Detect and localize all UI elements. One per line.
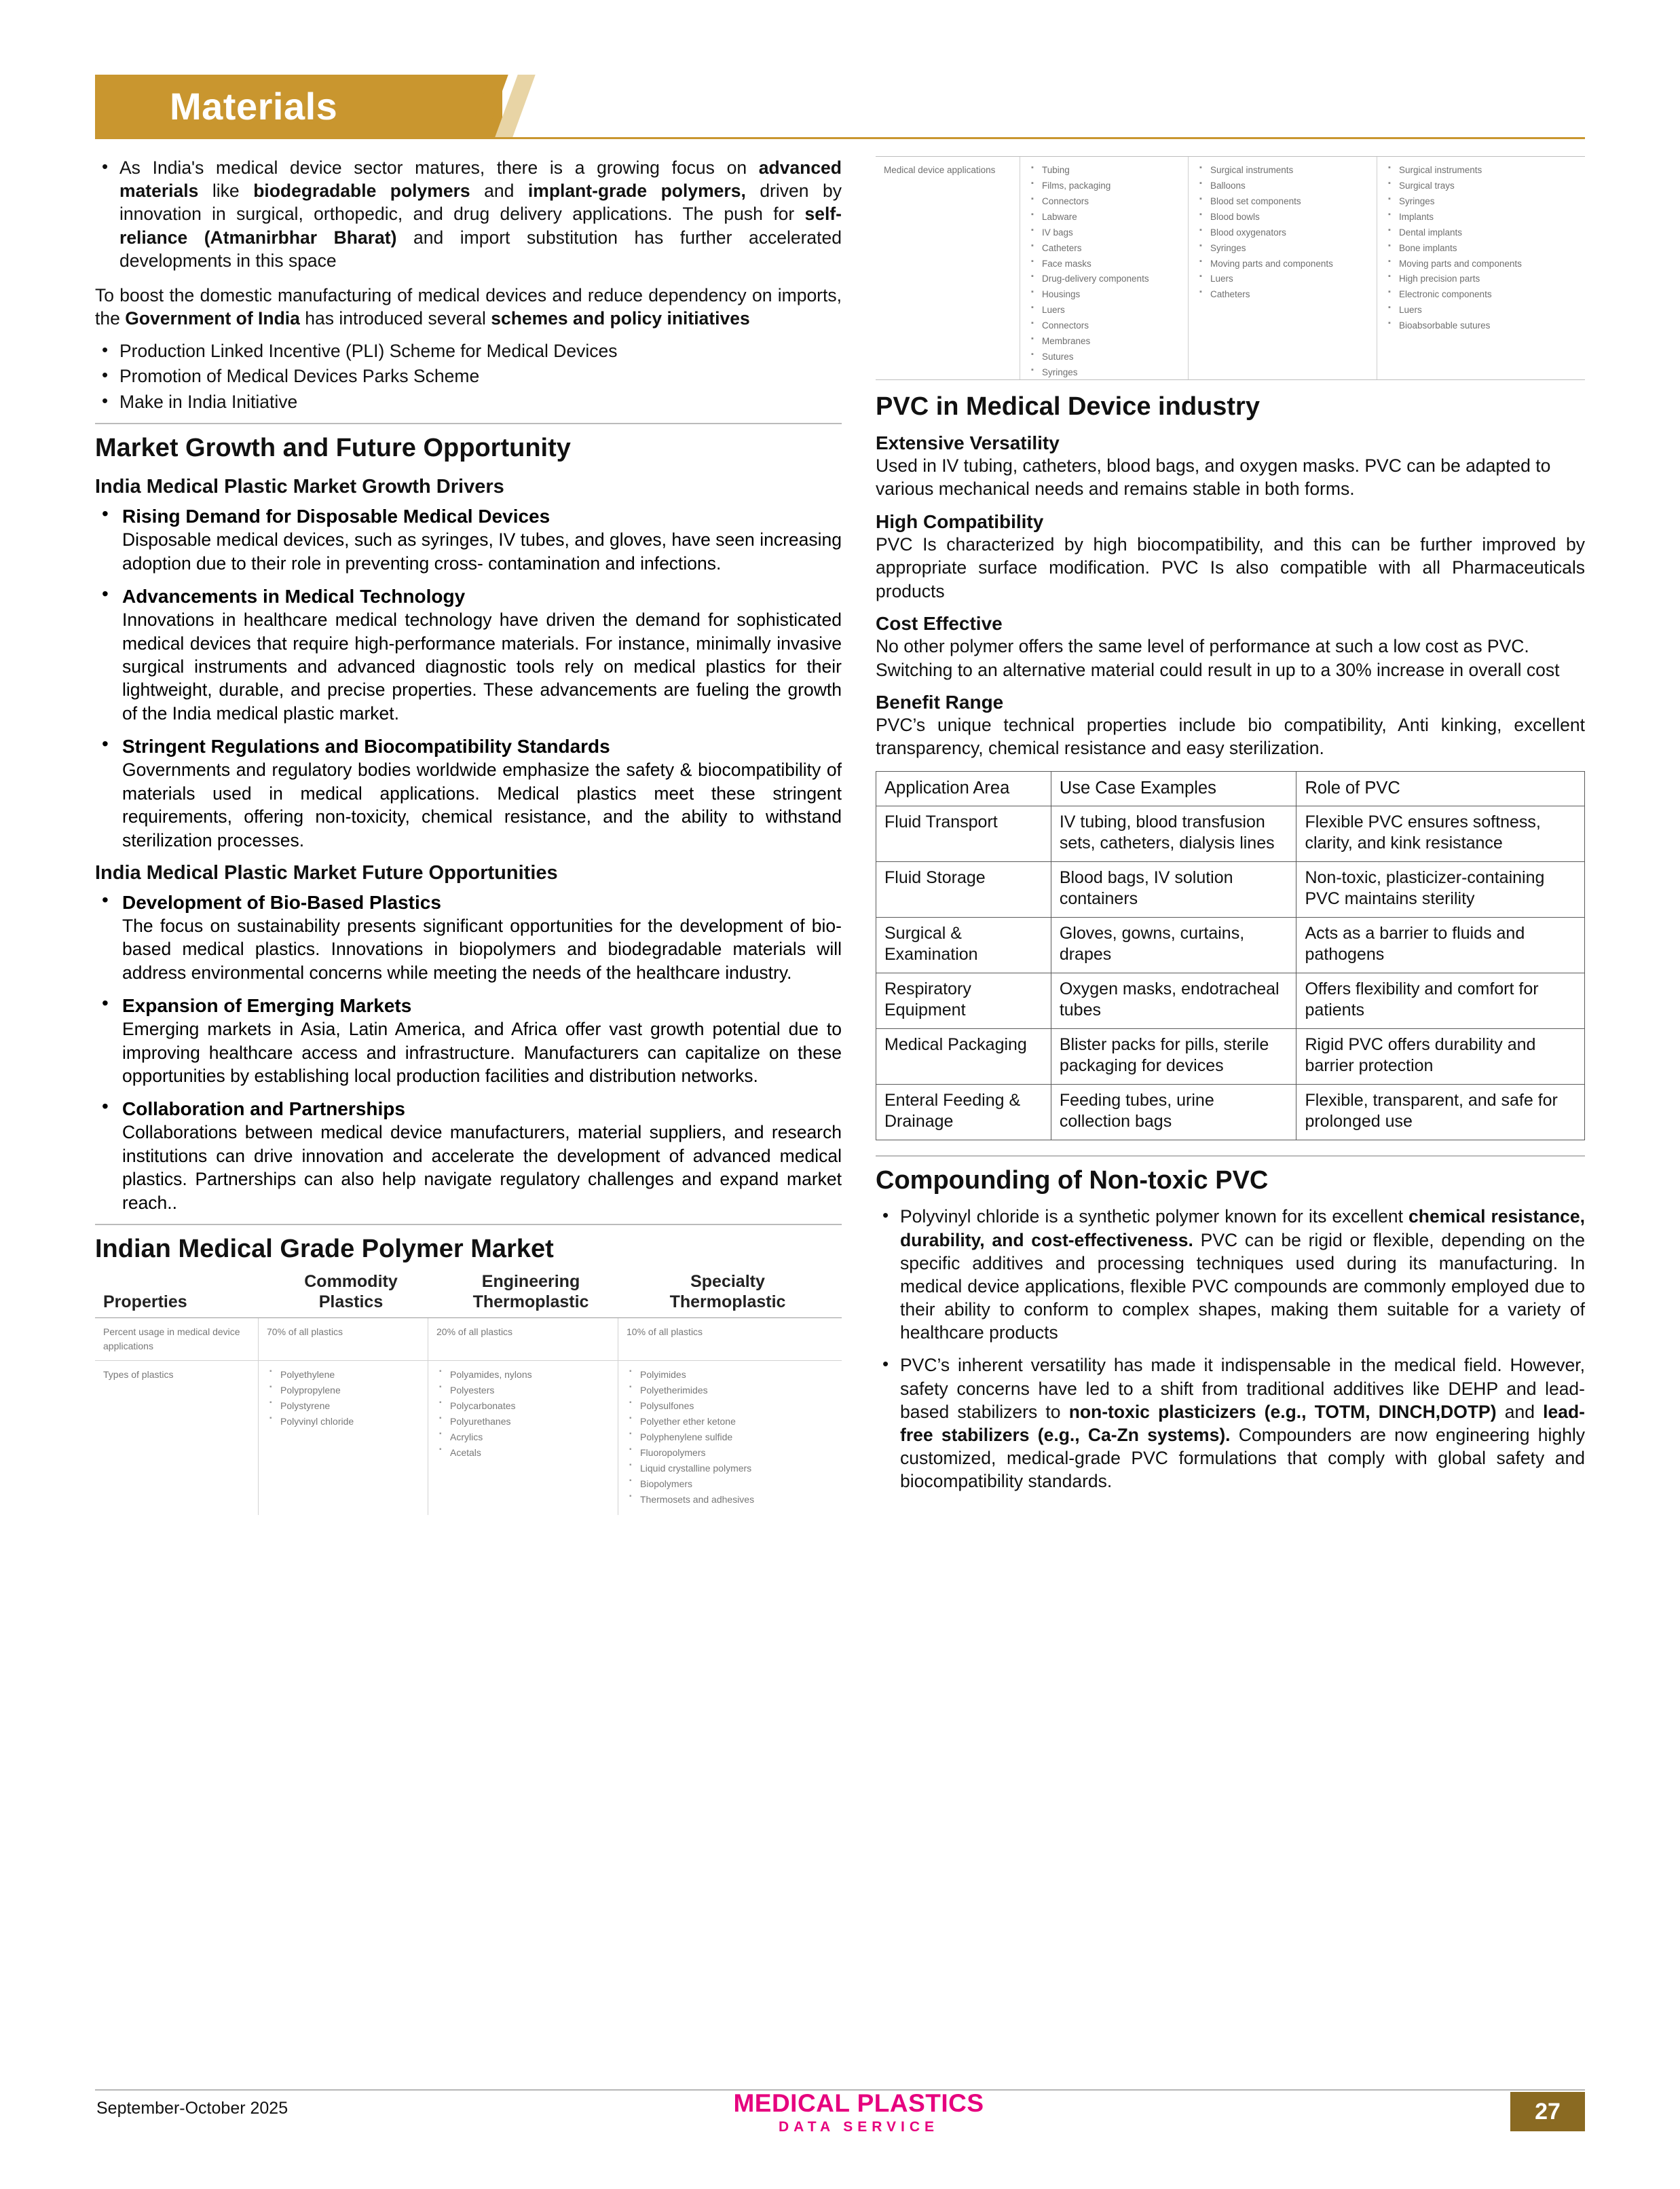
pvc-section-title: Benefit Range [876,691,1004,713]
list-item: ▪ Housings [1028,288,1182,302]
cell-use-case: IV tubing, blood transfusion sets, catheters, dialysis lines [1051,806,1296,861]
growth-driver-title: • Advancements in Medical Technology [122,586,466,607]
device-graphic-col-2 [1188,157,1377,379]
polymer-market-heading: Indian Medical Grade Polymer Market [95,1235,554,1264]
compounding-bold-3: lead-free stabilizers (e.g., Ca-Zn systems). [900,1401,1585,1445]
polymer-row-label: Percent usage in medical device applications [103,1326,240,1351]
gov-text-2: has introduced several [299,308,491,329]
list-item: ▪ Dental implants [1385,226,1580,240]
polymer-usage-engineering: 20% of all plastics [428,1318,618,1360]
growth-driver-text: Governments and regulatory bodies worldwide emphasize the safety & biocompatibility of materials used in medical applications. Medical plastics meet these stringent requirements, offering non-toxicity, chemical resistance, and the ability to withstand sterilization processes. [122,760,842,850]
compounding-text-1: Polyvinyl chloride is a synthetic polymer known for its excellent [900,1206,1409,1227]
scheme-bullet-3: • Make in India Initiative [95,390,842,413]
list-item: ▪ Electronic components [1385,288,1580,302]
cell-use-case: Gloves, gowns, curtains, drapes [1051,917,1296,973]
polymer-col-sub: Thermoplastic [472,1292,589,1311]
cell-use-case: Oxygen masks, endotracheal tubes [1051,973,1296,1028]
list-item: ▪ Luers [1197,272,1371,286]
polymer-types-engineering [428,1361,618,1515]
intro-text-5: and import substitution has further accelerated developments in this space [119,227,842,271]
table-header-role: Role of PVC [1296,771,1585,806]
growth-drivers-heading: India Medical Plastic Market Growth Drivers [95,476,504,498]
intro-bullet [95,156,842,272]
government-paragraph [95,284,842,330]
list-item: ▪ Bioabsorbable sutures [1385,319,1580,333]
list-item: ▪ Face masks [1028,257,1182,272]
future-opportunity-text: The focus on sustainability presents significant opportunities for the development of bio-based medical plastics. Innovations in biopolymers and biodegradable materials will address environmental concerns while meeting the needs of the healthcare industry. [122,915,842,983]
logo-line-1: MEDICAL PLASTICS [733,2089,984,2117]
list-item: ▪ Polycarbonates [436,1399,611,1413]
cell-role: Flexible PVC ensures softness, clarity, and kink resistance [1296,806,1585,861]
page-number: 27 [1510,2092,1585,2131]
growth-driver-item [95,584,842,725]
list-item: ▪ Membranes [1028,335,1182,349]
list-item: ▪ Connectors [1028,195,1182,209]
future-opportunity-item [95,994,842,1087]
growth-driver-text: Disposable medical devices, such as syringes, IV tubes, and gloves, have seen increasing adoption due to their role in preventing cross- contamination and infections. [122,529,842,574]
table-row [876,861,1585,917]
scheme-bullet-1: • Production Linked Incentive (PLI) Scheme for Medical Devices [95,339,842,362]
list-item: ▪ Polyesters [436,1383,611,1398]
list-item: ▪ Acrylics [436,1430,611,1444]
polymer-market-table [95,1271,842,1515]
section-banner [95,75,502,137]
cell-role: Rigid PVC offers durability and barrier protection [1296,1028,1585,1084]
pvc-section-title: Cost Effective [876,612,1003,634]
compounding-text-4: and [1496,1401,1544,1422]
publication-logo [730,2089,988,2135]
list-item: ▪ Polyurethanes [436,1415,611,1429]
device-graphic-label: Medical device applications [884,165,996,175]
list-item: ▪ Tubing [1028,164,1182,178]
polymer-types-specialty [618,1361,821,1515]
polymer-col-sub: Thermoplastic [669,1292,786,1311]
compounding-text-5: Compounders are now engineering highly customized, medical-grade PVC formulations that comply with global safety and biocompatibility standards. [900,1424,1585,1492]
list-item: ▪ Polyamides, nylons [436,1368,611,1382]
list-item: ▪ Luers [1028,303,1182,318]
gov-bold-2: schemes and policy initiatives [491,308,750,329]
future-opportunity-title: • Development of Bio-Based Plastics [122,891,441,913]
compounding-bold-1: chemical resistance, durability, and cost-effectiveness. [900,1206,1585,1250]
polymer-col-header-engineering [436,1271,626,1312]
device-graphic-col-1 [1020,157,1188,379]
list-item: ▪ Films, packaging [1028,179,1182,193]
intro-bold-4: self-reliance (Atmanirbhar Bharat) [119,204,842,248]
list-item: ▪ Fluoropolymers [627,1446,815,1460]
scheme-bullet-list [95,339,842,413]
compounding-bullet-list [876,1205,1585,1493]
divider-2 [95,1224,842,1225]
cell-role: Acts as a barrier to fluids and pathogens [1296,917,1585,973]
intro-text-2: like [198,181,254,202]
future-opportunity-title: • Expansion of Emerging Markets [122,995,412,1017]
cell-application-area: Medical Packaging [876,1028,1051,1084]
growth-drivers-list [95,504,842,852]
cell-application-area: Fluid Transport [876,806,1051,861]
table-header-use-case: Use Case Examples [1051,771,1296,806]
market-growth-heading: Market Growth and Future Opportunity [95,433,571,462]
table-header-application-area: Application Area [876,771,1051,806]
banner-slashes-decoration [475,75,557,137]
list-item: ▪ Liquid crystalline polymers [627,1461,815,1476]
pvc-section-title: Extensive Versatility [876,432,1060,453]
list-item: ▪ Polyimides [627,1368,815,1382]
medical-device-applications-graphic [876,156,1585,380]
growth-driver-item [95,734,842,852]
list-item: ▪ Drug-delivery components [1028,272,1182,286]
gov-text-1: To boost the domestic manufacturing of medical devices and reduce dependency on imports, the [95,284,842,329]
growth-driver-title: • Stringent Regulations and Biocompatibility Standards [122,736,610,757]
gov-bold-1: Government of India [125,308,300,329]
table-header-row [876,771,1585,806]
pvc-section-title: High Compatibility [876,510,1044,532]
compounding-bullet [876,1205,1585,1344]
list-item: ▪ Implants [1385,210,1580,225]
future-opportunities-list [95,891,842,1214]
list-item: ▪ Polyvinyl chloride [267,1415,421,1429]
polymer-table-header [95,1271,842,1318]
device-graphic-col-3 [1377,157,1585,379]
intro-bold-2: biodegradable polymers [253,181,470,202]
list-item: ▪ Balloons [1197,179,1371,193]
compounding-text-2: PVC can be rigid or flexible, depending on the specific additives and processing techniques used during its manufacturing. In medical device applications, flexible PVC compounds are commonly employed due to their ability to conform to complex shapes, making them suitable for a variety of healthcare products [900,1229,1585,1343]
intro-bullet-list [95,156,842,272]
compounding-text-3: PVC’s inherent versatility has made it indispensable in the medical field. However, safety concerns have led to a shift from traditional additives like DEHP and lead-based stabilizers to [900,1355,1585,1422]
list-item: ▪ Labware [1028,210,1182,225]
list-item: ▪ Thermosets and adhesives [627,1493,815,1507]
list-item: ▪ Polypropylene [267,1383,421,1398]
footer-date: September-October 2025 [96,2099,288,2118]
polymer-types-commodity [258,1361,428,1515]
list-item: ▪ Surgical instruments [1385,164,1580,178]
right-column [876,156,1585,1495]
cell-use-case: Blister packs for pills, sterile packaging for devices [1051,1028,1296,1084]
intro-text-1: As India's medical device sector matures, there is a growing focus on [119,157,759,178]
list-item: ▪ High precision parts [1385,272,1580,286]
compounding-bold-2: non-toxic plasticizers (e.g., TOTM, DINCH,DOTP) [1068,1401,1497,1422]
list-item: ▪ Polystyrene [267,1399,421,1413]
cell-application-area: Surgical & Examination [876,917,1051,973]
table-row [876,1028,1585,1084]
list-item: ▪ Connectors [1028,319,1182,333]
list-item: ▪ Catheters [1197,288,1371,302]
left-column [95,156,842,1515]
polymer-table-row-usage [95,1318,842,1360]
list-item: ▪ Blood bowls [1197,210,1371,225]
list-item: ▪ Catheters [1028,242,1182,256]
polymer-col-title: Commodity [304,1271,398,1291]
future-opportunity-text: Emerging markets in Asia, Latin America, and Africa offer vast growth potential due to improving healthcare access and infrastructure. Manufacturers can capitalize on these opportunities by establishing local production facilities and distribution networks. [122,1019,842,1086]
intro-bold-1: advanced materials [119,157,842,202]
cell-role: Flexible, transparent, and safe for prolonged use [1296,1084,1585,1140]
list-item: ▪ Blood oxygenators [1197,226,1371,240]
cell-use-case: Blood bags, IV solution containers [1051,861,1296,917]
future-opportunity-item [95,891,842,984]
list-item: ▪ Bone implants [1385,242,1580,256]
header-divider [95,137,1585,139]
list-item: ▪ Syringes [1028,366,1182,380]
polymer-table-row-types [95,1361,842,1515]
pvc-application-table [876,771,1585,1140]
cell-application-area: Fluid Storage [876,861,1051,917]
polymer-usage-specialty: 10% of all plastics [618,1318,821,1360]
list-item: ▪ Surgical trays [1385,179,1580,193]
list-item: ▪ Biopolymers [627,1477,815,1491]
polymer-col-header-properties: Properties [103,1292,187,1311]
device-graphic-col-label [876,157,1020,379]
logo-line-2: DATA SERVICE [778,2119,939,2135]
list-item: ▪ Luers [1385,303,1580,318]
pvc-section-text: No other polymer offers the same level of performance at such a low cost as PVC. Switching to an alternative material could result in up to a 30% increase in overall cost [876,636,1560,680]
list-item: ▪ Polyether ether ketone [627,1415,815,1429]
growth-driver-title: • Rising Demand for Disposable Medical Devices [122,506,550,527]
polymer-col-sub: Plastics [318,1292,384,1311]
growth-driver-text: Innovations in healthcare medical technology have driven the demand for sophisticated medical devices that require high-performance materials. For instance, minimally invasive surgical instruments and advanced diagnostic tools rely on medical plastics for their lightweight, durable, and precise properties. These advancements are fueling the growth of the India medical plastic market. [122,610,842,724]
pvc-industry-heading: PVC in Medical Device industry [876,392,1260,421]
growth-driver-item [95,504,842,575]
cell-role: Offers flexibility and comfort for patients [1296,973,1585,1028]
future-opportunity-title: • Collaboration and Partnerships [122,1098,405,1120]
list-item: ▪ Acetals [436,1446,611,1460]
cell-use-case: Feeding tubes, urine collection bags [1051,1084,1296,1140]
polymer-col-header-specialty [626,1271,829,1312]
table-row [876,1084,1585,1140]
list-item: ▪ Syringes [1385,195,1580,209]
cell-role: Non-toxic, plasticizer-containing PVC maintains sterility [1296,861,1585,917]
pvc-section-text: Used in IV tubing, catheters, blood bags, and oxygen masks. PVC can be adapted to various mechanical needs and remains stable in both forms. [876,455,1551,500]
table-row [876,806,1585,861]
list-item: ▪ Polyetherimides [627,1383,815,1398]
future-opportunity-text: Collaborations between medical device manufacturers, material suppliers, and research institutions can drive innovation and accelerate the development of advanced medical plastics. Partnerships can also help navigate regulatory challenges and expand market reach.. [122,1122,842,1213]
list-item: ▪ Polyphenylene sulfide [627,1430,815,1444]
polymer-col-title: Specialty [690,1271,765,1291]
polymer-col-title: Engineering [481,1271,580,1291]
divider-1 [95,423,842,424]
list-item: ▪ Sutures [1028,350,1182,364]
polymer-col-header-commodity [266,1271,436,1312]
table-row [876,917,1585,973]
list-item: ▪ Blood set components [1197,195,1371,209]
future-opportunity-item [95,1097,842,1214]
intro-text-4: driven by innovation in surgical, orthopedic, and drug delivery applications. The push for [119,181,842,225]
list-item: ▪ Polysulfones [627,1399,815,1413]
list-item: ▪ Syringes [1197,242,1371,256]
compounding-heading: Compounding of Non-toxic PVC [876,1165,1269,1195]
list-item: ▪ IV bags [1028,226,1182,240]
list-item: ▪ Moving parts and components [1197,257,1371,272]
polymer-usage-commodity: 70% of all plastics [258,1318,428,1360]
cell-application-area: Enteral Feeding & Drainage [876,1084,1051,1140]
list-item: ▪ Polyethylene [267,1368,421,1382]
divider-3 [876,1155,1585,1157]
list-item: ▪ Surgical instruments [1197,164,1371,178]
table-row [876,973,1585,1028]
intro-bold-3: implant-grade polymers, [527,181,746,202]
future-opportunities-heading: India Medical Plastic Market Future Opportunities [95,862,558,884]
pvc-section-text: PVC Is characterized by high biocompatibility, and this can be further improved by appropriate surface modification. PVC Is also compatible with all Pharmaceuticals products [876,534,1585,601]
scheme-bullet-2: • Promotion of Medical Devices Parks Scheme [95,364,842,388]
pvc-section-text: PVC’s unique technical properties include bio compatibility, Anti kinking, excellent transparency, chemical resistance and easy sterilization. [876,715,1585,759]
cell-application-area: Respiratory Equipment [876,973,1051,1028]
banner-title: Materials [170,84,338,128]
compounding-bullet [876,1353,1585,1493]
intro-text-3: and [470,181,528,202]
polymer-row-label: Types of plastics [103,1368,174,1380]
list-item: ▪ Moving parts and components [1385,257,1580,272]
